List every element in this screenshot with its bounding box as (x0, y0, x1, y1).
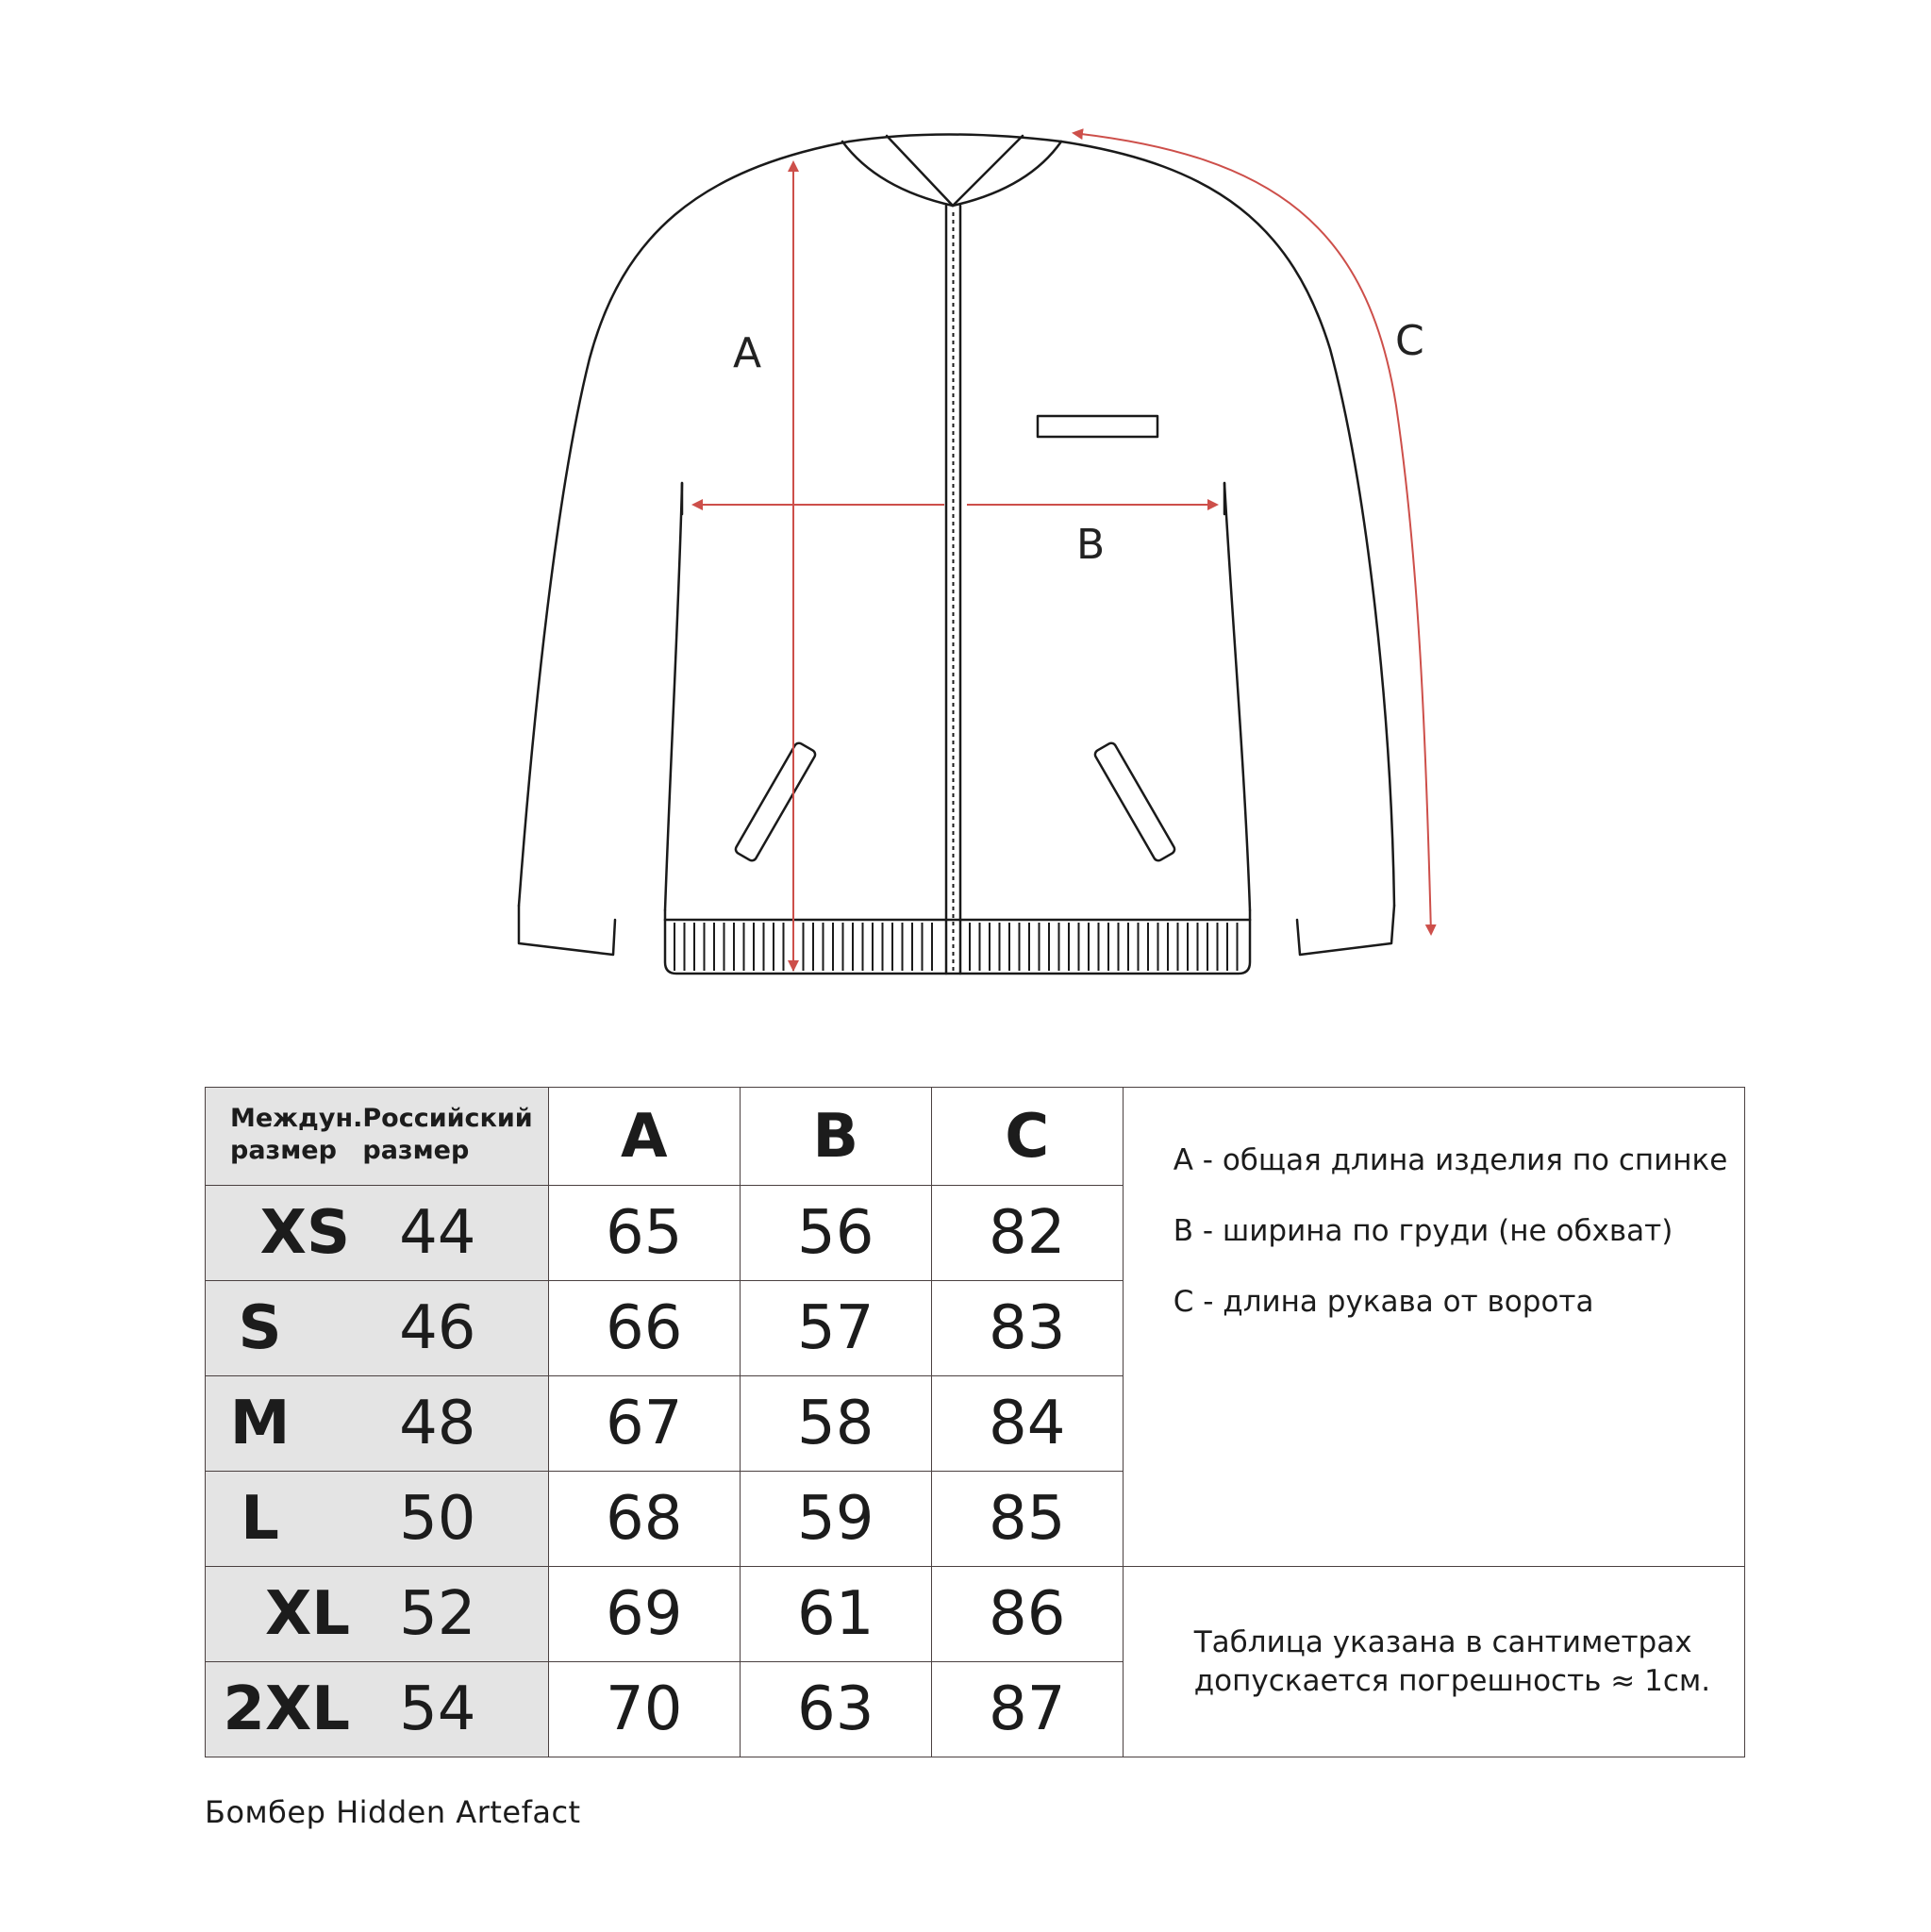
intl-size: S (206, 1281, 353, 1376)
intl-size: M (206, 1376, 353, 1472)
value-c: 86 (931, 1567, 1123, 1662)
product-caption: Бомбер Hidden Artefact (205, 1794, 581, 1830)
ru-size-header: Российский размер (362, 1104, 533, 1165)
waistband-ribs (674, 923, 1238, 971)
ru-size: 46 (352, 1281, 548, 1376)
intl-size: 2XL (206, 1662, 353, 1757)
value-b: 61 (740, 1567, 931, 1662)
value-a: 67 (548, 1376, 740, 1472)
column-header-a: A (548, 1088, 740, 1186)
dimension-label-c: C (1395, 317, 1424, 365)
value-a: 66 (548, 1281, 740, 1376)
ru-size: 44 (352, 1186, 548, 1281)
measurement-arrows (693, 133, 1431, 970)
intl-size: XS (206, 1186, 353, 1281)
value-c: 85 (931, 1472, 1123, 1567)
value-c: 87 (931, 1662, 1123, 1757)
value-b: 56 (740, 1186, 931, 1281)
column-header-b: B (740, 1088, 931, 1186)
tolerance-line: Таблица указана в сантиметрах (1193, 1624, 1692, 1659)
size-header-cell (206, 1088, 549, 1186)
value-b: 57 (740, 1281, 931, 1376)
table-row (206, 1567, 1745, 1662)
size-table (205, 1087, 1745, 1757)
value-a: 70 (548, 1662, 740, 1757)
tolerance-line: допускается погрешность ≈ 1см. (1193, 1663, 1711, 1698)
legend-note: A - общая длина изделия по спинке (1173, 1143, 1728, 1177)
value-b: 63 (740, 1662, 931, 1757)
column-header-c: C (931, 1088, 1123, 1186)
dimension-label-a: A (733, 329, 762, 377)
table-header-row (206, 1088, 1745, 1186)
jacket-outline (519, 135, 1394, 974)
value-a: 69 (548, 1567, 740, 1662)
value-a: 68 (548, 1472, 740, 1567)
intl-size: XL (206, 1567, 353, 1662)
arrow-c (1074, 133, 1431, 934)
value-c: 83 (931, 1281, 1123, 1376)
intl-size-header: Междун. размер (230, 1104, 363, 1165)
ru-size: 52 (352, 1567, 548, 1662)
value-a: 65 (548, 1186, 740, 1281)
ru-size: 48 (352, 1376, 548, 1472)
tolerance-note (1123, 1567, 1744, 1757)
legend-notes (1123, 1088, 1744, 1567)
value-c: 84 (931, 1376, 1123, 1472)
value-b: 58 (740, 1376, 931, 1472)
dimension-label-b: B (1076, 521, 1106, 569)
legend-note: B - ширина по груди (не обхват) (1173, 1214, 1673, 1248)
ru-size: 50 (352, 1472, 548, 1567)
intl-size: L (206, 1472, 353, 1567)
value-c: 82 (931, 1186, 1123, 1281)
legend-note: C - длина рукава от ворота (1173, 1285, 1594, 1319)
ru-size: 54 (352, 1662, 548, 1757)
value-b: 59 (740, 1472, 931, 1567)
